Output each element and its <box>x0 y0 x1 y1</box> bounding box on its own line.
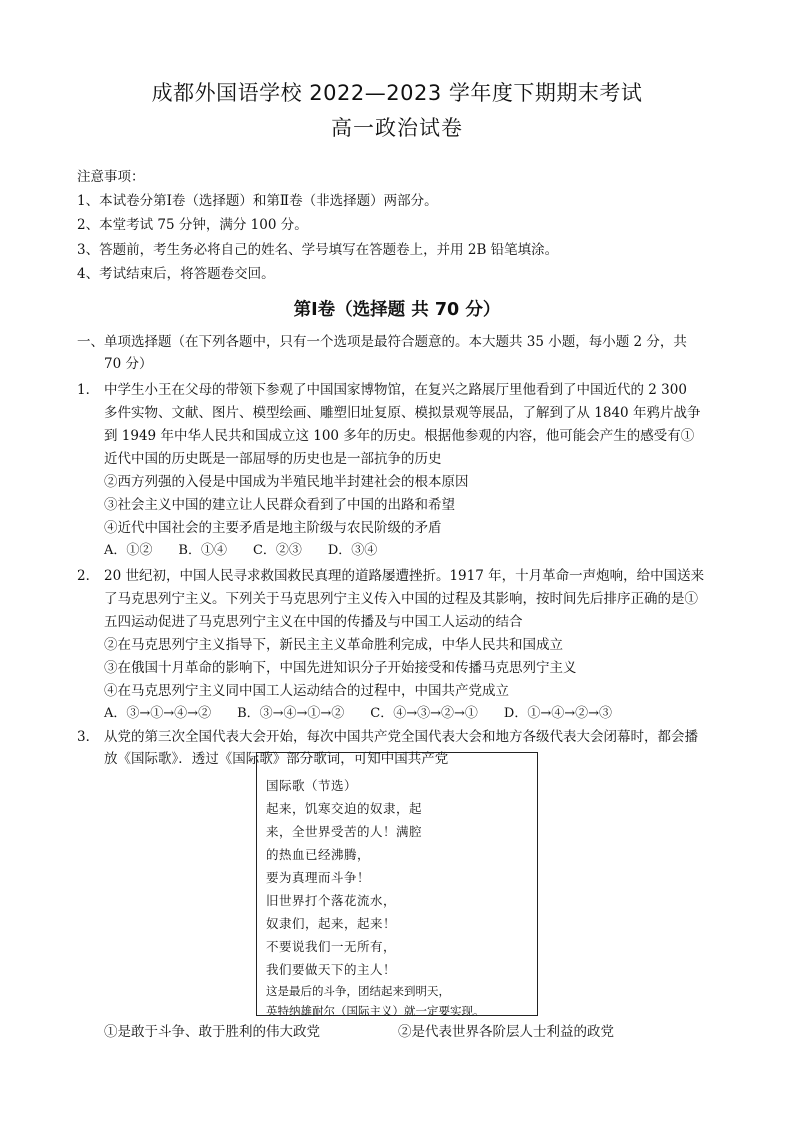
lyrics-excerpt-box <box>256 752 538 1016</box>
question-text: 近代中国的历史既是一部屈辱的历史也是一部抗争的历史 <box>104 451 442 467</box>
lyric-line: 旧世界打个落花流水， <box>266 893 397 908</box>
part-instruction: 一、单项选择题（在下列各题中，只有一个选项是最符合题意的。本大题共 35 小题，每小题 2 分，共 <box>77 334 687 350</box>
question-number: 3． <box>77 729 100 745</box>
exam-title: 成都外国语学校 2022—2023 学年度下期期末考试 <box>151 81 643 105</box>
lyric-line: 不要说我们一无所有， <box>266 939 397 954</box>
part-instruction-cont: 70 分） <box>104 356 153 372</box>
lyric-line: 来，全世界受苦的人！满腔 <box>266 824 423 839</box>
note-item: 2、本堂考试 75 分钟，满分 100 分。 <box>77 217 308 233</box>
question-text: 多件实物、文献、图片、模型绘画、雕塑旧址复原、模拟景观等展品，了解到了从 1840 年鸦片战争 <box>104 405 701 421</box>
lyric-line: 的热血已经沸腾， <box>266 847 371 862</box>
question-statement: ②西方列强的入侵是中国成为半殖民地半封建社会的根本原因 <box>104 474 469 490</box>
note-item: 3、答题前，考生务必将自己的姓名、学号填写在答题卷上，并用 2B 铅笔填涂。 <box>77 242 559 258</box>
section-title: 第Ⅰ卷（选择题 共 70 分） <box>293 300 501 320</box>
question-statement: ③社会主义中国的建立让人民群众看到了中国的出路和希望 <box>104 497 455 513</box>
question-statement: ④在马克思列宁主义同中国工人运动结合的过程中，中国共产党成立 <box>104 683 509 699</box>
answer-options: A．①② B．①④ C．②③ D．③④ <box>104 543 378 558</box>
question-statement: ②在马克思列宁主义指导下，新民主主义革命胜利完成，中华人民共和国成立 <box>104 637 563 653</box>
lyric-line: 奴隶们，起来，起来！ <box>266 916 397 931</box>
question-text: 20 世纪初，中国人民寻求救国救民真理的道路屡遭挫折。1917 年，十月革命一声炮响，给中国送来 <box>104 568 705 584</box>
note-item: 4、考试结束后，将答题卷交回。 <box>77 266 275 282</box>
answer-statement: ①是敢于斗争、敢于胜利的伟大政党 <box>104 1024 320 1040</box>
question-text: 放《国际歌》．透过《国际歌》部分歌词，可知中国共产党 <box>104 751 449 767</box>
question-statement: ④近代中国社会的主要矛盾是地主阶级与农民阶级的矛盾 <box>104 520 442 536</box>
question-number: 1． <box>77 382 100 398</box>
question-statement: ③在俄国十月革命的影响下，中国先进知识分子开始接受和传播马克思列宁主义 <box>104 660 577 676</box>
lyric-line: 英特纳雄耐尔（国际主义）就一定要实现。 <box>266 1004 485 1016</box>
notes-heading: 注意事项： <box>77 169 145 185</box>
question-text: 了马克思列宁主义。下列关于马克思列宁主义传入中国的过程及其影响，按时间先后排序正确的是① <box>104 591 698 607</box>
question-number: 2． <box>77 568 100 584</box>
lyric-line: 这是最后的斗争，团结起来到明天， <box>266 984 450 998</box>
question-text: 从党的第三次全国代表大会开始，每次中国共产党全国代表大会和地方各级代表大会闭幕时，都会播 <box>104 729 698 745</box>
question-statement: 五四运动促进了马克思列宁主义在中国的传播及与中国工人运动的结合 <box>104 614 523 630</box>
question-text: 到 1949 年中华人民共和国成立这 100 多年的历史。根据他参观的内容，他可能会产生的感受有① <box>104 428 695 444</box>
lyrics-title: 国际歌（节选） <box>266 778 358 793</box>
answer-statement: ②是代表世界各阶层人士利益的政党 <box>398 1024 614 1040</box>
lyric-line: 起来，饥寒交迫的奴隶，起 <box>266 801 423 816</box>
note-item: 1、本试卷分第Ⅰ卷（选择题）和第Ⅱ卷（非选择题）两部分。 <box>77 193 438 209</box>
lyric-line: 要为真理而斗争！ <box>266 870 371 885</box>
exam-subtitle: 高一政治试卷 <box>331 116 463 140</box>
question-text: 中学生小王在父母的带领下参观了中国国家博物馆，在复兴之路展厅里他看到了中国近代的 2 300 <box>104 382 687 398</box>
lyric-line: 我们要做天下的主人！ <box>266 962 397 977</box>
answer-options: A．③→①→④→② B．③→④→①→② C．④→③→②→① D．①→④→②→③ <box>104 706 613 721</box>
